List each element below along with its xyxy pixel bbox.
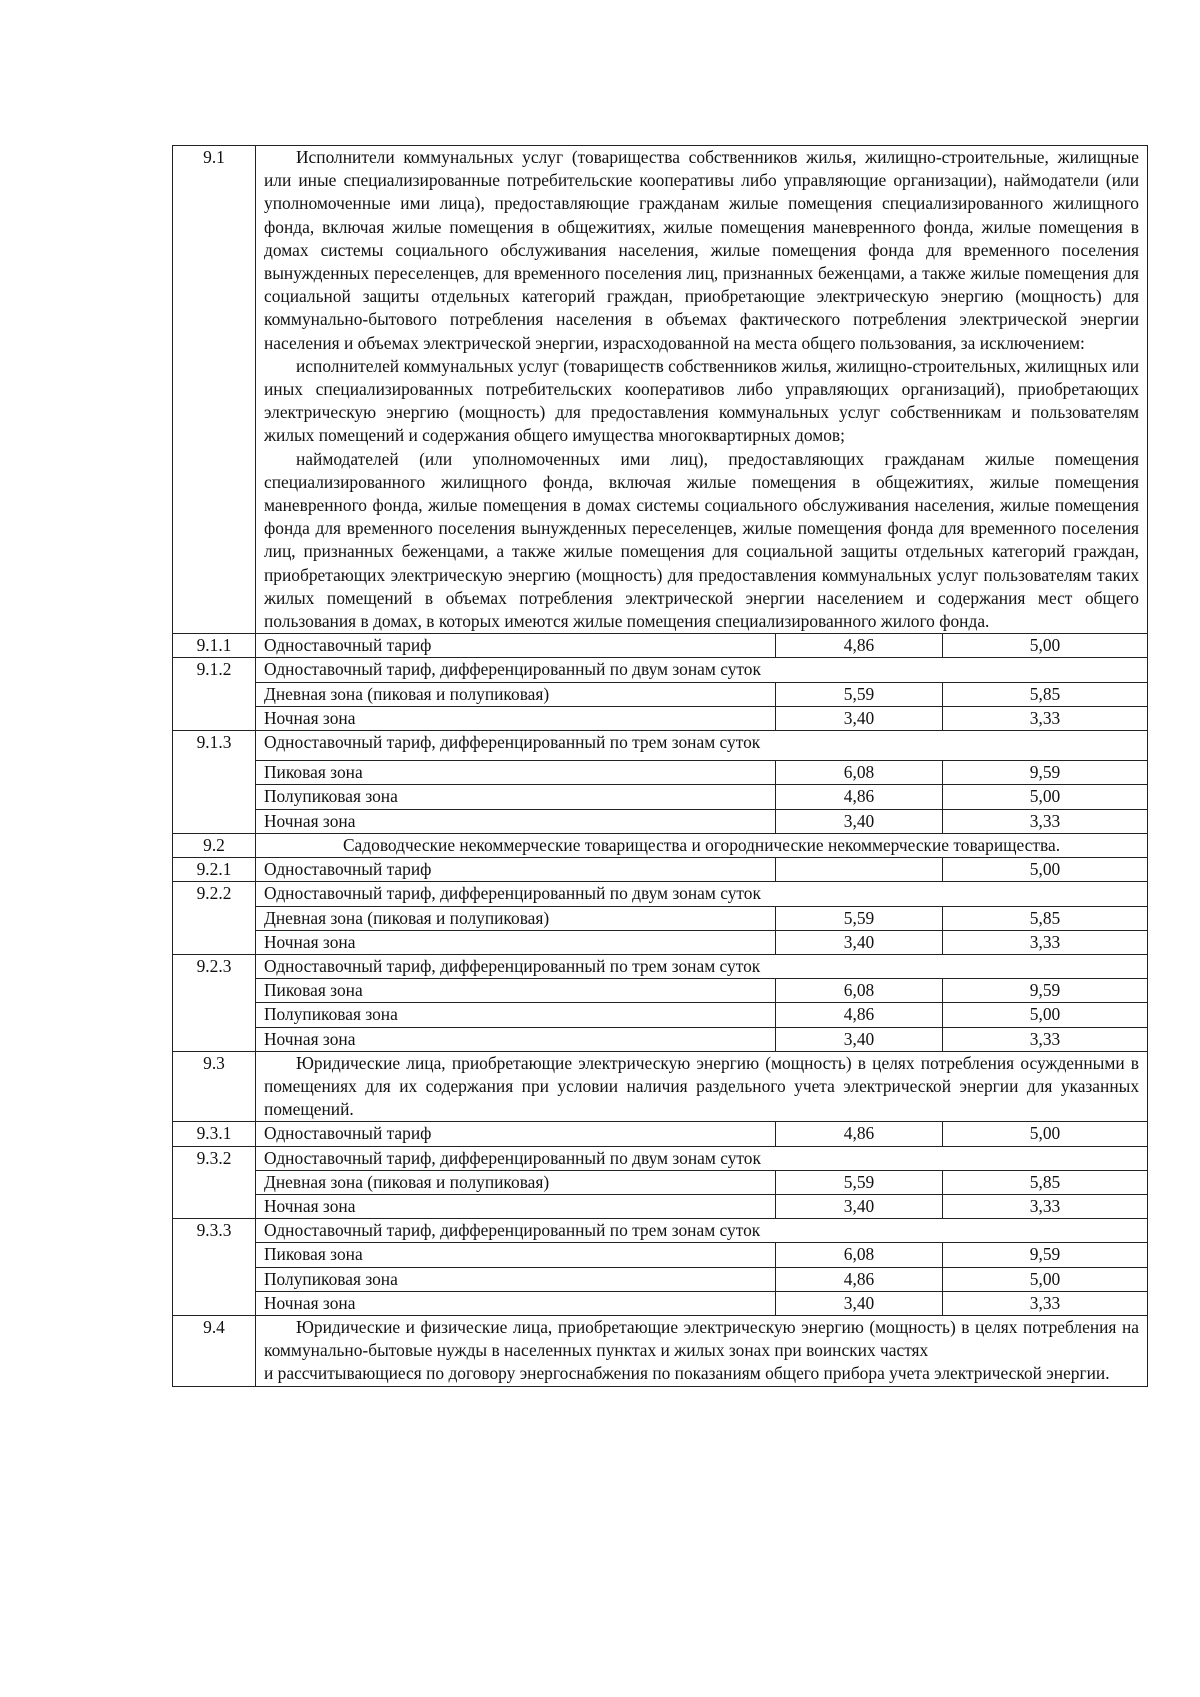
section-description (256, 1051, 1148, 1122)
section-paragraph: Исполнители коммунальных услуг (товарищества собственников жилья, жилищно-строительные, жилищные или иные специализированные потребительские кооперативы либо управляющие организации), наймодатели (или уполномоченные ими лица), предоставляющие гражданам жилые помещения специализированного жилищного фонда, включая жилые помещения в общежитиях, жилые помещения маневренного фонда, жилые помещения в домах системы социального обслуживания населения, жилые помещения фонда для временного поселения вынужденных переселенцев, для временного поселения лиц, признанных беженцами, а также жилые помещения для социальной защиты отдельных категорий граждан, приобретающие электрическую энергию (мощность) для коммунально-бытового потребления населения в объемах фактического потребления электрической энергии населения и объемах электрической энергии, израсходованной на места общего пользования, за исключением: (264, 147, 1140, 353)
zone-value-2: 5,85 (943, 906, 1148, 930)
zone-value-1: 3,40 (776, 706, 943, 730)
section-number: 9.4 (173, 1315, 256, 1386)
zone-row (173, 682, 1148, 706)
zone-value-2: 9,59 (943, 1243, 1148, 1267)
section-row (173, 1051, 1148, 1122)
tariff-row (173, 1122, 1148, 1146)
zone-value-1: 6,08 (776, 979, 943, 1003)
section-row (173, 1315, 1148, 1386)
tariff-label: Одноставочный тариф (256, 858, 776, 882)
section-paragraph: Юридические лица, приобретающие электрическую энергию (мощность) в целях потребления осужденными в помещениях для их содержания при условии наличия раздельного учета электрической энергии для указанных помещений. (264, 1052, 1140, 1120)
zone-value-1: 3,40 (776, 809, 943, 833)
tariff-group-label: Одноставочный тариф, дифференцированный по трем зонам суток (256, 1219, 1148, 1243)
zone-row (173, 809, 1148, 833)
tariff-value-2: 5,00 (943, 858, 1148, 882)
tariff-value-1 (776, 858, 943, 882)
section-number: 9.1 (173, 146, 256, 634)
tariff-value-2: 5,00 (943, 634, 1148, 658)
tariff-group-label: Одноставочный тариф, дифференцированный по двум зонам суток (256, 882, 1148, 906)
zone-row (173, 1027, 1148, 1051)
section-number: 9.2 (173, 833, 256, 857)
zone-label: Пиковая зона (256, 979, 776, 1003)
tariff-group-row (173, 1219, 1148, 1243)
tariff-group-row (173, 731, 1148, 761)
zone-label: Ночная зона (256, 1291, 776, 1315)
zone-label: Пиковая зона (256, 1243, 776, 1267)
section-paragraph: исполнителей коммунальных услуг (товариществ собственников жилья, жилищно-строительных, жилищных или иных специализированных потребительских кооперативов либо управляющих организаций), приобретающих электрическую энергию (мощность) для предоставления коммунальных услуг собственникам и пользователям жилых помещений и содержания общего имущества многоквартирных домов; (264, 355, 1140, 446)
zone-value-2: 3,33 (943, 1027, 1148, 1051)
zone-value-2: 3,33 (943, 1194, 1148, 1218)
zone-value-2: 9,59 (943, 979, 1148, 1003)
item-number: 9.3.2 (173, 1146, 256, 1219)
section-heading: Садоводческие некоммерческие товарищества и огороднические некоммерческие товарищества. (256, 833, 1148, 857)
zone-label: Пиковая зона (256, 761, 776, 785)
zone-value-1: 3,40 (776, 1027, 943, 1051)
zone-value-2: 3,33 (943, 1291, 1148, 1315)
zone-label: Дневная зона (пиковая и полупиковая) (256, 1170, 776, 1194)
zone-value-1: 5,59 (776, 682, 943, 706)
item-number: 9.2.1 (173, 858, 256, 882)
tariff-row (173, 858, 1148, 882)
item-number: 9.3.3 (173, 1219, 256, 1316)
tariff-table (172, 145, 1148, 1387)
zone-label: Ночная зона (256, 1194, 776, 1218)
zone-row (173, 979, 1148, 1003)
zone-row (173, 706, 1148, 730)
tariff-group-row (173, 882, 1148, 906)
section-row (173, 833, 1148, 857)
tariff-group-label: Одноставочный тариф, дифференцированный по трем зонам суток (256, 954, 1148, 978)
tariff-row (173, 634, 1148, 658)
zone-value-1: 4,86 (776, 1267, 943, 1291)
item-number: 9.1.2 (173, 658, 256, 731)
zone-label: Полупиковая зона (256, 1267, 776, 1291)
tariff-group-label: Одноставочный тариф, дифференцированный по двум зонам суток (256, 1146, 1148, 1170)
zone-row (173, 1194, 1148, 1218)
zone-value-1: 3,40 (776, 1194, 943, 1218)
tariff-value-2: 5,00 (943, 1122, 1148, 1146)
item-number: 9.3.1 (173, 1122, 256, 1146)
zone-value-2: 5,85 (943, 1170, 1148, 1194)
zone-value-2: 5,00 (943, 1267, 1148, 1291)
tariff-group-row (173, 1146, 1148, 1170)
tariff-value-1: 4,86 (776, 634, 943, 658)
zone-row (173, 785, 1148, 809)
zone-row (173, 1243, 1148, 1267)
tariff-label: Одноставочный тариф (256, 634, 776, 658)
section-paragraph: Юридические и физические лица, приобретающие электрическую энергию (мощность) в целях потребления на коммунально-бытовые нужды в населенных пунктах и жилых зонах при воинских частях (264, 1316, 1140, 1361)
section-row (173, 146, 1148, 634)
zone-label: Полупиковая зона (256, 1003, 776, 1027)
zone-row (173, 761, 1148, 785)
zone-value-1: 4,86 (776, 785, 943, 809)
item-number: 9.1.1 (173, 634, 256, 658)
zone-value-2: 5,00 (943, 785, 1148, 809)
section-paragraph: и рассчитывающиеся по договору энергоснабжения по показаниям общего прибора учета электрической энергии. (264, 1363, 1110, 1384)
tariff-group-row (173, 658, 1148, 682)
zone-value-2: 5,00 (943, 1003, 1148, 1027)
zone-value-1: 5,59 (776, 906, 943, 930)
tariff-value-1: 4,86 (776, 1122, 943, 1146)
zone-label: Ночная зона (256, 706, 776, 730)
zone-value-1: 6,08 (776, 761, 943, 785)
zone-label: Ночная зона (256, 809, 776, 833)
zone-value-2: 9,59 (943, 761, 1148, 785)
zone-value-2: 5,85 (943, 682, 1148, 706)
document-page (172, 145, 1147, 1387)
zone-row (173, 906, 1148, 930)
item-number: 9.2.3 (173, 954, 256, 1051)
section-description (256, 146, 1148, 634)
zone-label: Ночная зона (256, 930, 776, 954)
item-number: 9.1.3 (173, 731, 256, 834)
zone-value-2: 3,33 (943, 809, 1148, 833)
zone-label: Полупиковая зона (256, 785, 776, 809)
section-description (256, 1315, 1148, 1386)
zone-value-2: 3,33 (943, 706, 1148, 730)
zone-value-2: 3,33 (943, 930, 1148, 954)
zone-row (173, 1291, 1148, 1315)
zone-label: Ночная зона (256, 1027, 776, 1051)
tariff-group-label: Одноставочный тариф, дифференцированный по трем зонам суток (256, 731, 1148, 761)
item-number: 9.2.2 (173, 882, 256, 955)
section-paragraph: наймодателей (или уполномоченных ими лиц), предоставляющих гражданам жилые помещения специализированного жилищного фонда, включая жилые помещения в общежитиях, жилые помещения маневренного фонда, жилые помещения в домах системы социального обслуживания населения, жилые помещения фонда для временного поселения вынужденных переселенцев, жилые помещения фонда для временного поселения лиц, признанных беженцами, а также жилые помещения для социальной защиты отдельных категорий граждан, приобретающих электрическую энергию (мощность) для предоставления коммунальных услуг пользователям таких жилых помещений в объемах потребления электрической энергии населением и содержания мест общего пользования в домах, в которых имеются жилые помещения специализированного жилого фонда. (264, 448, 1140, 632)
zone-label: Дневная зона (пиковая и полупиковая) (256, 906, 776, 930)
zone-row (173, 930, 1148, 954)
zone-row (173, 1170, 1148, 1194)
zone-value-1: 3,40 (776, 930, 943, 954)
tariff-group-row (173, 954, 1148, 978)
zone-value-1: 3,40 (776, 1291, 943, 1315)
zone-row (173, 1003, 1148, 1027)
zone-value-1: 5,59 (776, 1170, 943, 1194)
tariff-group-label: Одноставочный тариф, дифференцированный по двум зонам суток (256, 658, 1148, 682)
zone-value-1: 4,86 (776, 1003, 943, 1027)
zone-row (173, 1267, 1148, 1291)
section-number: 9.3 (173, 1051, 256, 1122)
zone-label: Дневная зона (пиковая и полупиковая) (256, 682, 776, 706)
tariff-label: Одноставочный тариф (256, 1122, 776, 1146)
zone-value-1: 6,08 (776, 1243, 943, 1267)
